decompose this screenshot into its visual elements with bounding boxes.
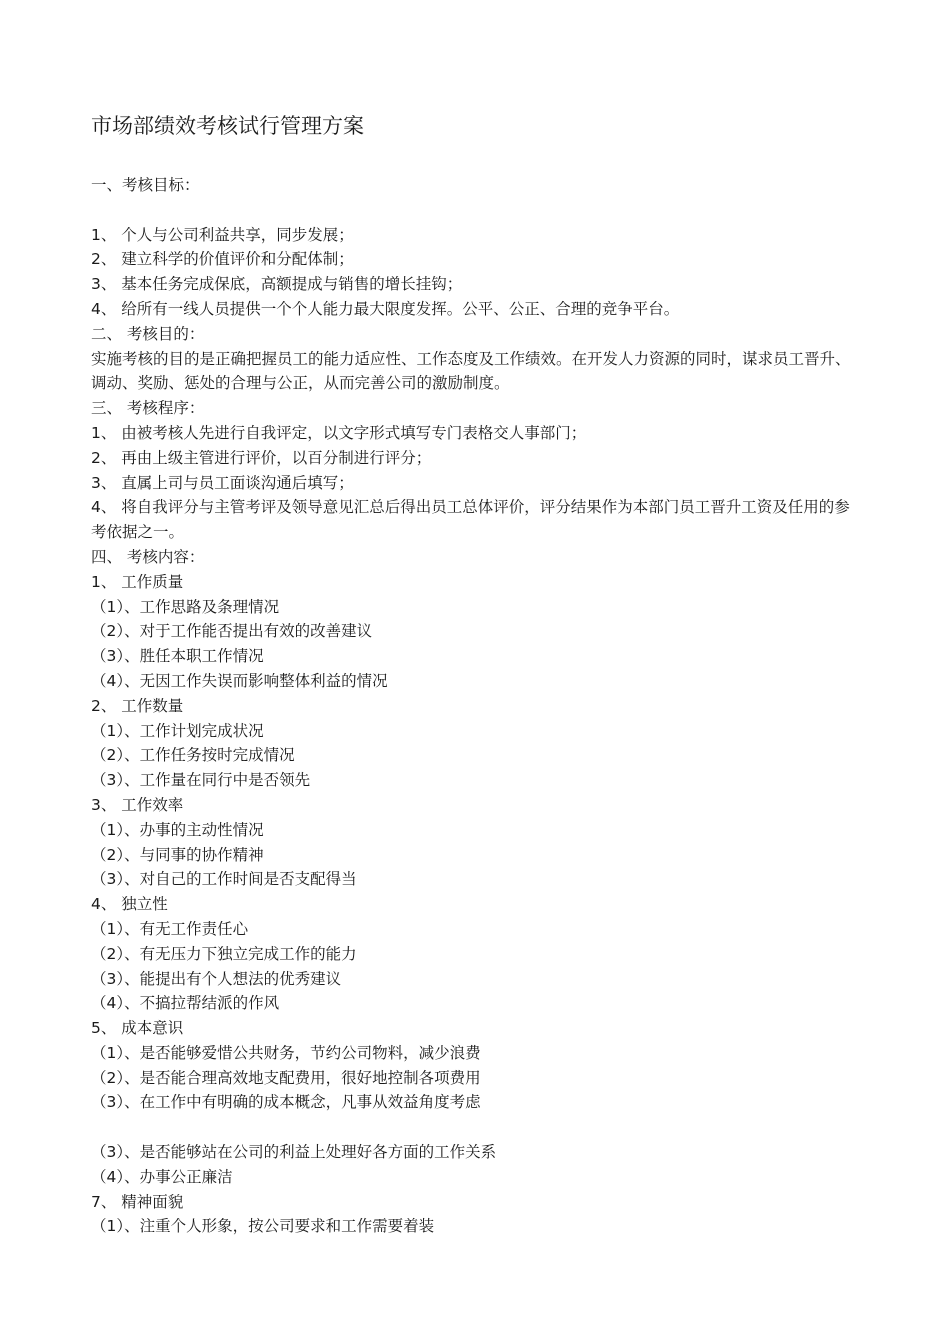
- sub-item: （4）、办事公正廉洁: [91, 1167, 233, 1186]
- sub-item: （1）、有无工作责任心: [91, 919, 249, 938]
- section-heading-goals: 一、考核目标：: [91, 176, 200, 194]
- section-heading-purpose: 二、 考核目的：: [91, 324, 205, 343]
- sub-item: （1）、是否能够爱惜公共财务，节约公司物料，减少浪费: [91, 1043, 481, 1062]
- sub-item: （1）、注重个人形象，按公司要求和工作需要着装: [91, 1217, 435, 1236]
- list-item: 2、 再由上级主管进行评价，以百分制进行评分；: [91, 448, 432, 467]
- sub-item: （2）、是否能合理高效地支配费用，很好地控制各项费用: [91, 1068, 481, 1087]
- list-item: 7、 精神面貌: [91, 1192, 184, 1211]
- list-item: 4、 给所有一线人员提供一个个人能力最大限度发挥。公平、公正、合理的竞争平台。: [91, 299, 680, 318]
- sub-item: （2）、有无压力下独立完成工作的能力: [91, 944, 357, 963]
- sub-item: （3）、是否能够站在公司的利益上处理好各方面的工作关系: [91, 1143, 497, 1162]
- sub-item: （1）、办事的主动性情况: [91, 820, 264, 839]
- list-item: 1、 个人与公司利益共享，同步发展；: [91, 225, 354, 244]
- section-heading-procedure: 三、 考核程序：: [91, 399, 205, 418]
- blank-line: [91, 198, 863, 223]
- section-heading-content: 四、 考核内容：: [91, 547, 205, 566]
- sub-item: （3）、胜任本职工作情况: [91, 647, 264, 666]
- sub-item: （3）、工作量在同行中是否领先: [91, 771, 311, 790]
- list-item: 5、 成本意识: [91, 1019, 184, 1038]
- sub-item: （2）、与同事的协作精神: [91, 845, 264, 864]
- sub-item: （2）、工作任务按时完成情况: [91, 746, 295, 765]
- list-item: 3、 直属上司与员工面谈沟通后填写；: [91, 473, 354, 492]
- paragraph: 实施考核的目的是正确把握员工的能力适应性、工作态度及工作绩效。在开发人力资源的同时，谋求员工晋升、调动、奖励、惩处的合理与公正，从而完善公司的激励制度。: [91, 349, 851, 393]
- sub-item: （1）、工作思路及条理情况: [91, 597, 280, 616]
- list-item: 3、 基本任务完成保底，高额提成与销售的增长挂钩；: [91, 275, 463, 294]
- sub-item: （4）、不搞拉帮结派的作风: [91, 994, 280, 1013]
- list-item: 1、 工作质量: [91, 572, 184, 591]
- list-item: 2、 建立科学的价值评价和分配体制；: [91, 250, 354, 269]
- sub-item: （3）、对自己的工作时间是否支配得当: [91, 870, 357, 889]
- sub-item: （4）、无因工作失误而影响整体利益的情况: [91, 671, 388, 690]
- list-item: 4、 将自我评分与主管考评及领导意见汇总后得出员工总体评价，评分结果作为本部门员工晋升工资及任用的参考依据之一。: [91, 498, 850, 542]
- document-body: [91, 173, 863, 1239]
- list-item: 1、 由被考核人先进行自我评定，以文字形式填写专门表格交人事部门；: [91, 423, 587, 442]
- list-item: 2、 工作数量: [91, 696, 184, 715]
- document-title: 市场部绩效考核试行管理方案: [91, 114, 364, 138]
- blank-line: [91, 1115, 863, 1140]
- sub-item: （1）、工作计划完成状况: [91, 721, 264, 740]
- sub-item: （2）、对于工作能否提出有效的改善建议: [91, 622, 373, 641]
- list-item: 4、 独立性: [91, 895, 168, 914]
- sub-item: （3）、能提出有个人想法的优秀建议: [91, 969, 342, 988]
- list-item: 3、 工作效率: [91, 795, 184, 814]
- sub-item: （3）、在工作中有明确的成本概念，凡事从效益角度考虑: [91, 1093, 481, 1112]
